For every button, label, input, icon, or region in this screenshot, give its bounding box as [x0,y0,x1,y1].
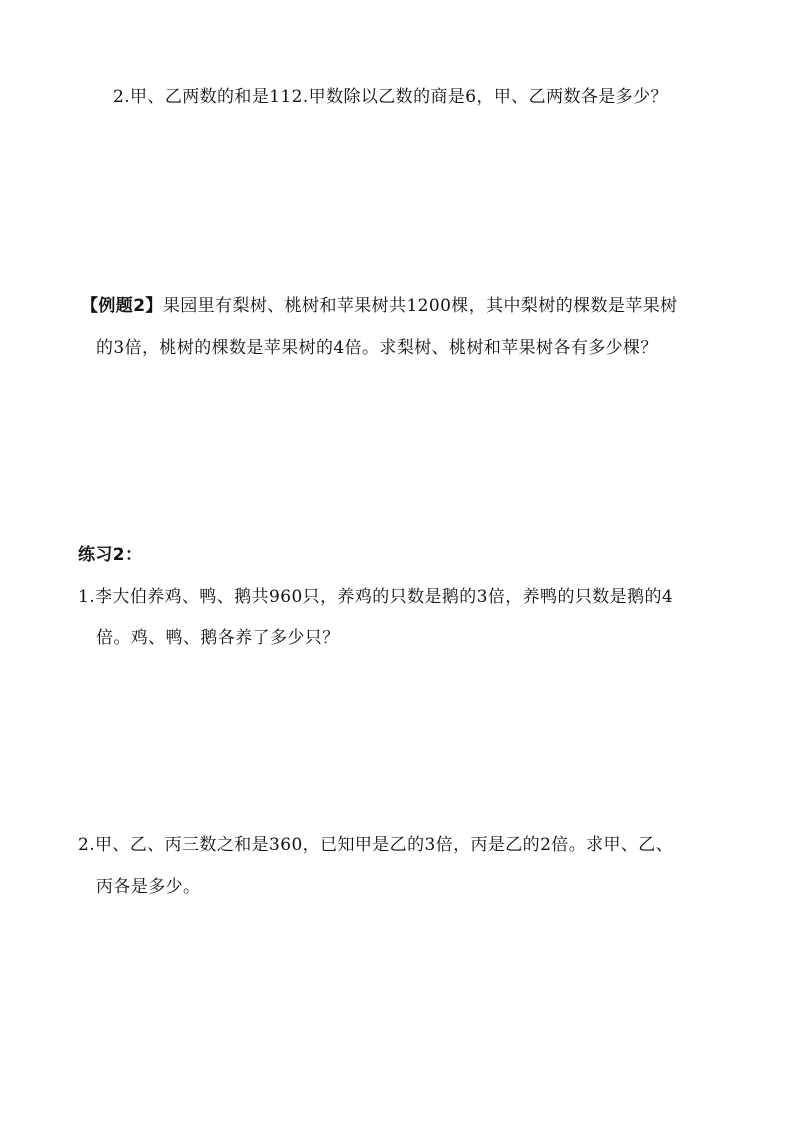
practice-question-1-line-1: 1.李大伯养鸡、鸭、鹅共960只，养鸡的只数是鹅的3倍，养鸭的只数是鹅的4 [78,587,674,607]
question-2-text: 2.甲、乙两数的和是112.甲数除以乙数的商是6，甲、乙两数各是多少？ [113,87,668,107]
example-2-text-1: 果园里有梨树、桃树和苹果树共1200棵，其中梨树的棵数是苹果树 [162,296,678,316]
example-2-line-2: 的3倍，桃树的棵数是苹果树的4倍。求梨树、桃树和苹果树各有多少棵？ [96,338,658,358]
practice-2-title: 练习2： [78,545,143,565]
practice-question-2-line-1: 2.甲、乙、丙三数之和是360，已知甲是乙的3倍，丙是乙的2倍。求甲、乙、 [78,835,674,855]
example-2-label: 【例题2】 [81,296,163,316]
example-2-line-1 [81,295,678,317]
practice-question-2-line-2: 丙各是多少。 [96,877,201,897]
practice-question-1-line-2: 倍。鸡、鸭、鹅各养了多少只？ [96,628,340,648]
